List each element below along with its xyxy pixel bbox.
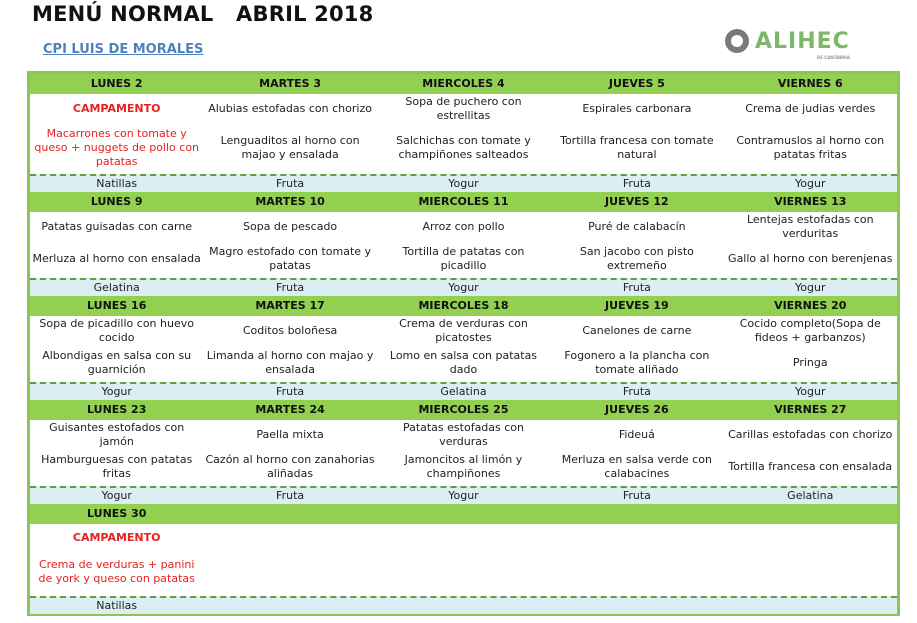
logo-text: ALIHEC DE CANTABRIA: [755, 28, 850, 60]
day-header: MIERCOLES 4: [422, 77, 505, 90]
day-header: MIERCOLES 11: [418, 195, 509, 208]
first-course: Paella mixta: [256, 428, 324, 441]
dessert: Gelatina: [440, 385, 487, 398]
second-course-row: [30, 450, 897, 484]
second-course: Magro estofado con tomate y patatas: [209, 245, 372, 272]
dessert-row: [30, 382, 897, 400]
header-filler: [203, 504, 897, 524]
school-link[interactable]: CPI LUIS DE MORALES: [43, 42, 204, 57]
first-course: Canelones de carne: [582, 324, 692, 337]
first-course-row: [30, 316, 897, 346]
dessert: Yogur: [795, 281, 826, 294]
dessert-row: [30, 278, 897, 296]
second-course: Lenguaditos al horno con majao y ensalada: [220, 134, 360, 161]
second-course: Merluza al horno con ensalada: [32, 252, 201, 265]
dessert: Yogur: [448, 177, 479, 190]
dessert: Fruta: [276, 385, 305, 398]
first-course-row: [30, 420, 897, 450]
day-header: JUEVES 5: [608, 77, 665, 90]
first-course: Coditos boloñesa: [242, 324, 338, 337]
dessert: Yogur: [101, 489, 132, 502]
second-course: Gallo al horno con berenjenas: [728, 252, 893, 265]
second-course: Salchichas con tomate y champiñones salteados: [396, 134, 531, 161]
day-header: JUEVES 12: [605, 195, 669, 208]
second-course: Tortilla francesa con tomate natural: [560, 134, 714, 161]
dessert: Gelatina: [787, 489, 834, 502]
first-course: Sopa de picadillo con huevo cocido: [39, 317, 194, 344]
day-header: VIERNES 27: [774, 403, 847, 416]
week-5-header: [30, 504, 897, 524]
first-course: Espirales carbonara: [582, 102, 692, 115]
first-course: Patatas guisadas con carne: [41, 220, 193, 233]
first-course: Fideuá: [618, 428, 655, 441]
second-course: Hamburguesas con patatas fritas: [41, 453, 193, 480]
dessert: Yogur: [101, 385, 132, 398]
day-header: VIERNES 6: [777, 77, 843, 90]
first-course: Crema de verduras con picatostes: [399, 317, 528, 344]
dessert: Natillas: [96, 177, 138, 190]
first-course: Lentejas estofadas con verduritas: [746, 213, 874, 240]
second-course: Crema de verduras + panini de york y queso con patatas: [38, 558, 195, 585]
day-header: MARTES 3: [259, 77, 322, 90]
day-header: VIERNES 20: [774, 299, 847, 312]
day-header: LUNES 2: [90, 77, 143, 90]
dessert: Fruta: [276, 489, 305, 502]
second-course: Lomo en salsa con patatas dado: [389, 349, 538, 376]
day-header: MARTES 17: [255, 299, 325, 312]
dessert: Fruta: [276, 281, 305, 294]
second-course: Tortilla de patatas con picadillo: [402, 245, 525, 272]
dessert: Natillas: [96, 599, 138, 612]
second-course: Pringa: [792, 356, 828, 369]
first-course: Arroz con pollo: [422, 220, 505, 233]
alihec-logo: [725, 26, 850, 60]
logo-ring-icon: [725, 29, 749, 53]
day-header: LUNES 16: [87, 299, 147, 312]
dessert: Yogur: [448, 281, 479, 294]
first-course-row: [30, 212, 897, 242]
first-course: Patatas estofadas con verduras: [402, 421, 525, 448]
second-course: Jamoncitos al limón y champiñones: [404, 453, 523, 480]
second-course: Merluza en salsa verde con calabacines: [561, 453, 712, 480]
first-course: Sopa de puchero con estrellitas: [405, 95, 522, 122]
dessert-row: [30, 174, 897, 192]
second-course-row: [30, 242, 897, 276]
day-header: MARTES 10: [255, 195, 325, 208]
day-header: MARTES 24: [255, 403, 325, 416]
week-3-header: [30, 296, 897, 316]
second-course: Limanda al horno con majao y ensalada: [206, 349, 374, 376]
dessert-filler: [203, 598, 897, 614]
day-header: LUNES 23: [87, 403, 147, 416]
day-header: MIERCOLES 25: [418, 403, 509, 416]
second-course: Albondigas en salsa con su guarnición: [42, 349, 192, 376]
dessert-row: [30, 596, 897, 614]
day-header: LUNES 9: [90, 195, 143, 208]
first-course-row: [30, 524, 897, 552]
first-course: Carillas estofadas con chorizo: [728, 428, 893, 441]
second-course-row: [30, 552, 897, 592]
dessert: Yogur: [448, 489, 479, 502]
logo-subtext: DE CANTABRIA: [816, 54, 850, 60]
second-course-row: [30, 346, 897, 380]
dessert: Yogur: [795, 177, 826, 190]
dessert: Fruta: [622, 489, 651, 502]
first-course: CAMPAMENTO: [72, 531, 161, 544]
first-course: Guisantes estofados con jamón: [49, 421, 185, 448]
first-course: CAMPAMENTO: [72, 102, 161, 115]
first-course: Crema de judias verdes: [745, 102, 876, 115]
second-course: Macarrones con tomate y queso + nuggets de pollo con patatas: [34, 127, 200, 168]
dessert: Fruta: [276, 177, 305, 190]
day-header: VIERNES 13: [774, 195, 847, 208]
week-1-header: [30, 74, 897, 94]
dessert: Fruta: [622, 281, 651, 294]
menu-table: [27, 71, 900, 616]
second-course: San jacobo con pisto extremeño: [579, 245, 694, 272]
day-header: JUEVES 26: [605, 403, 669, 416]
day-header: MIERCOLES 18: [418, 299, 509, 312]
week-4-header: [30, 400, 897, 420]
first-course: Sopa de pescado: [243, 220, 338, 233]
week-2-header: [30, 192, 897, 212]
page-title: MENÚ NORMAL ABRIL 2018: [32, 2, 374, 26]
first-course: Puré de calabacín: [588, 220, 686, 233]
first-course: Alubias estofadas con chorizo: [208, 102, 372, 115]
second-course-row: [30, 124, 897, 172]
day-header: LUNES 30: [87, 507, 147, 520]
first-course: Cocido completo(Sopa de fideos + garbanzos): [739, 317, 881, 344]
dessert-row: [30, 486, 897, 504]
dessert: Fruta: [622, 385, 651, 398]
first-course-row: [30, 94, 897, 124]
second-course: Contramuslos al horno con patatas fritas: [736, 134, 885, 161]
dessert: Gelatina: [93, 281, 140, 294]
second-course: Fogonero a la plancha con tomate aliñado: [564, 349, 710, 376]
second-course: Tortilla francesa con ensalada: [728, 460, 893, 473]
dessert: Fruta: [622, 177, 651, 190]
dessert: Yogur: [795, 385, 826, 398]
second-course: Cazón al horno con zanahorias aliñadas: [205, 453, 375, 480]
day-header: JUEVES 19: [605, 299, 669, 312]
